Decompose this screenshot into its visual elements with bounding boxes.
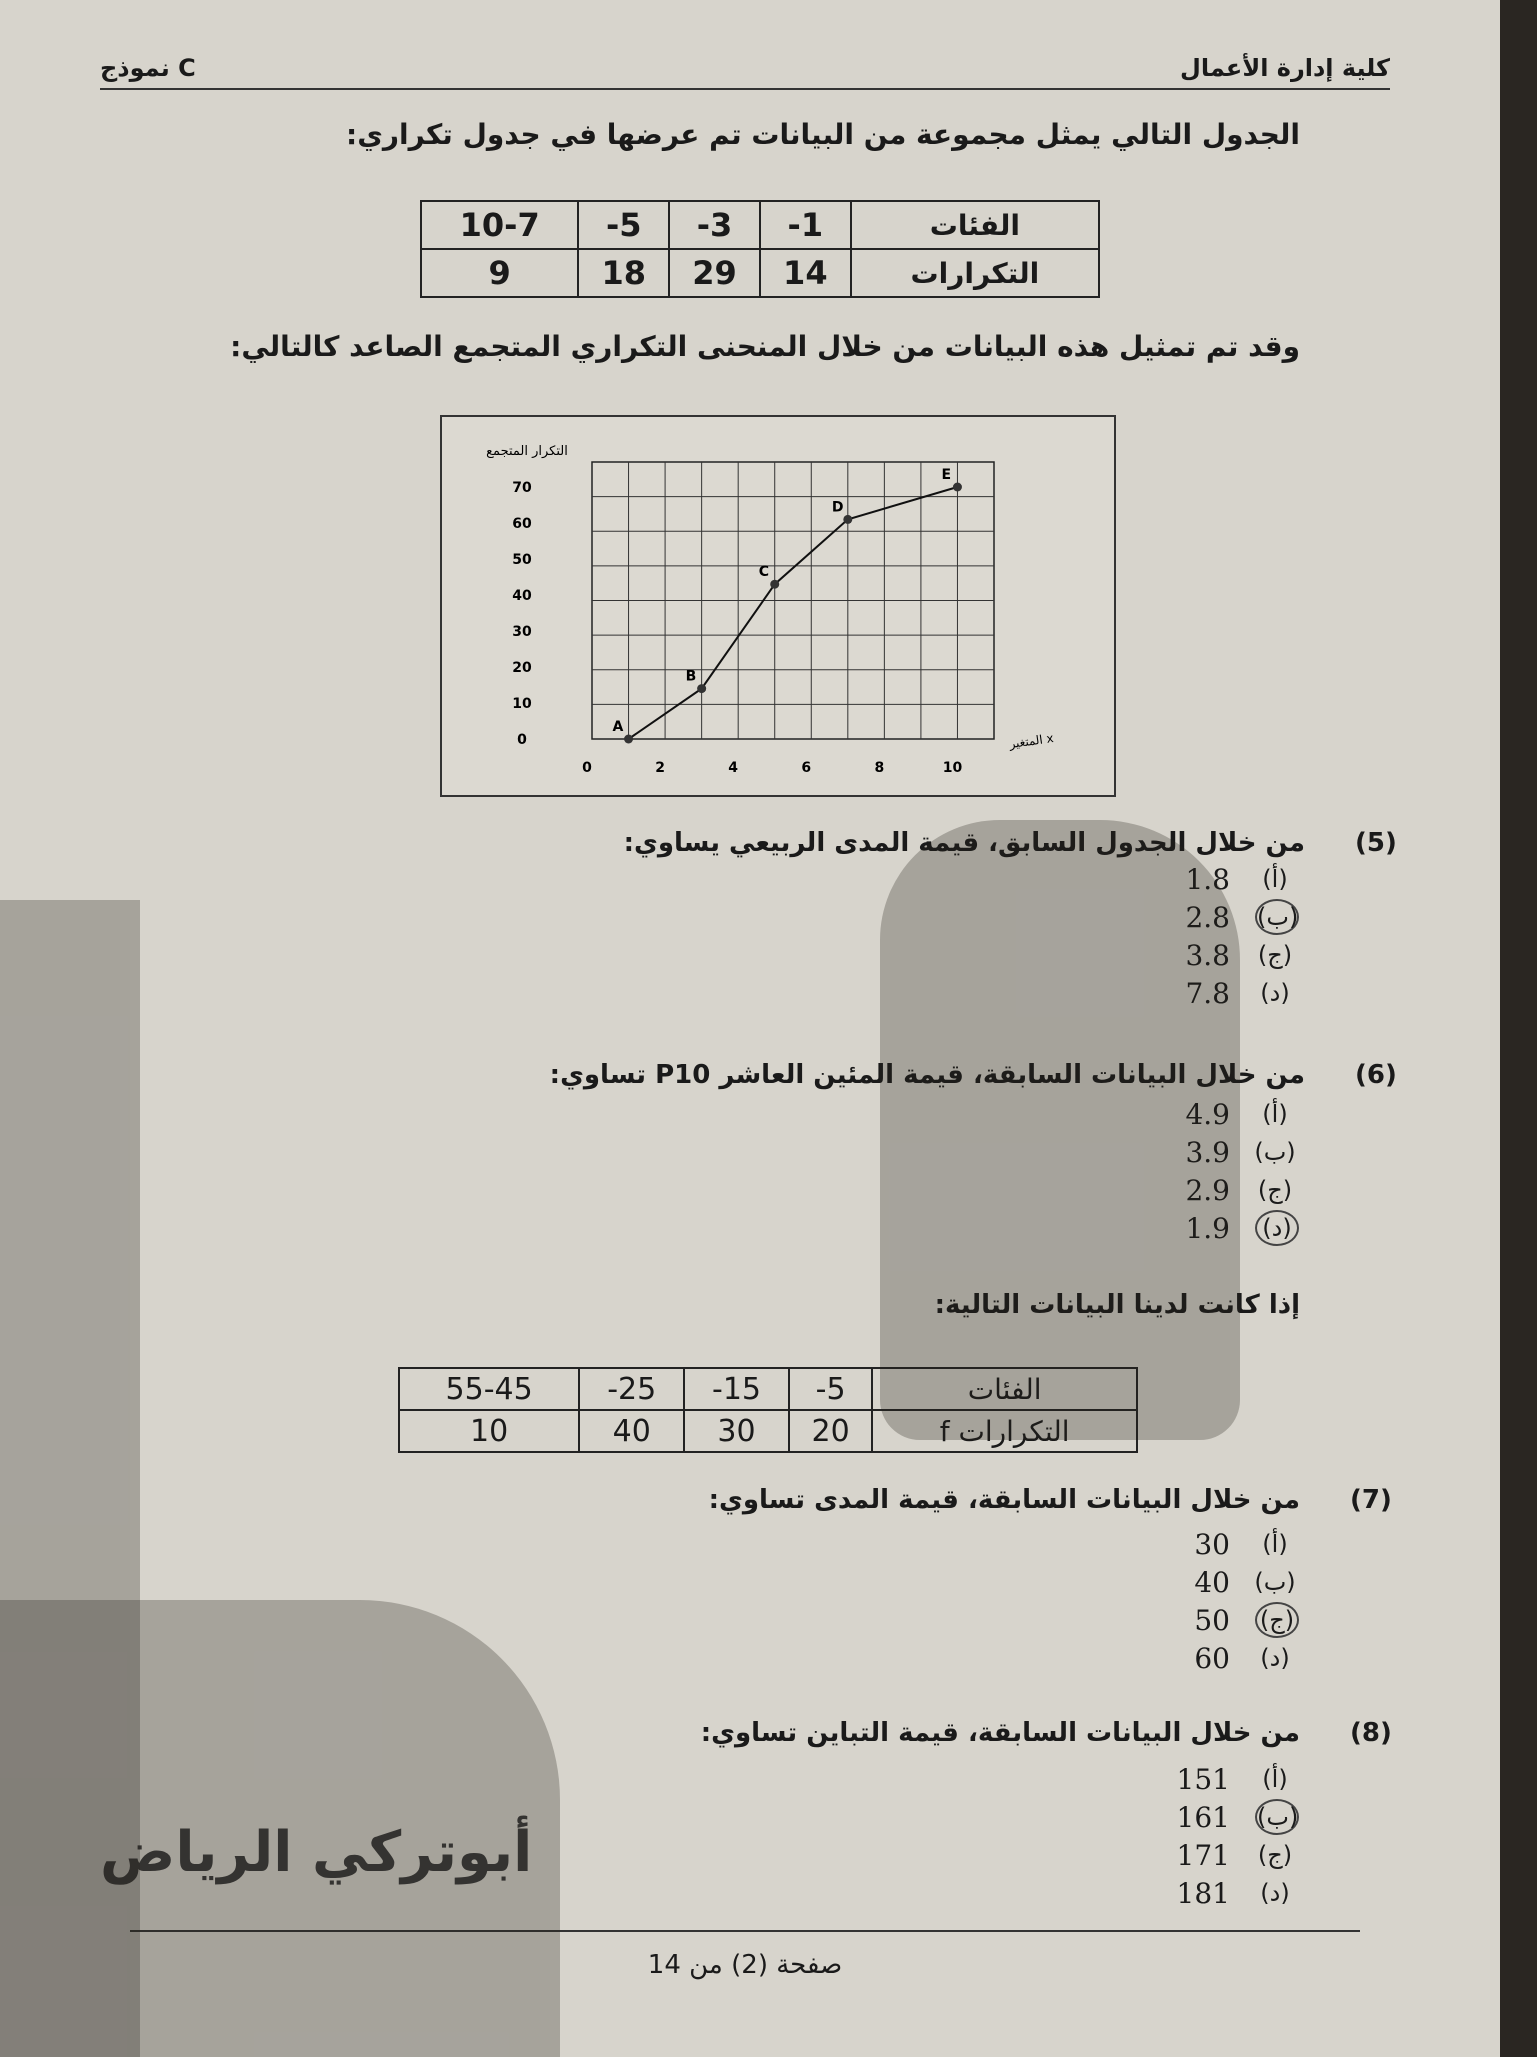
given-data-intro: إذا كانت لدينا البيانات التالية: [934,1290,1300,1320]
option-value: 171 [1176,1838,1230,1872]
model-label: نموذج C [100,54,196,82]
point-label: E [941,467,952,483]
x-tick-label: 10 [942,760,963,776]
option-value: 7.8 [1185,976,1230,1010]
table-cell: 9 [421,249,578,297]
option[interactable] [1170,1095,1300,1133]
selected-option-letter: (د) [1255,1210,1299,1246]
table-cell: 15- [684,1368,789,1410]
table-row [421,249,1099,297]
option[interactable] [1170,1836,1300,1874]
option[interactable] [1170,1525,1300,1563]
y-tick-label: 30 [512,624,532,640]
option-value: 30 [1194,1527,1230,1561]
ogive-point [953,483,962,492]
option-letter: (د) [1260,979,1290,1007]
option-value: 2.9 [1185,1173,1230,1207]
table-cell: 14 [760,249,851,297]
option-value: 151 [1176,1762,1230,1796]
page-header [100,30,1390,90]
frequency-table-1 [420,200,1100,298]
option-letter: (أ) [1262,1100,1288,1128]
option[interactable] [1170,1563,1300,1601]
selected-option-letter: (ب) [1255,899,1299,935]
ogive-point [770,580,779,589]
ogive-svg [442,417,1114,795]
option-value: 1.9 [1185,1211,1230,1245]
option-letter: (د) [1260,1644,1290,1672]
watermark: أبوتركي الرياض [100,1820,533,1885]
option-letter: (أ) [1262,865,1288,893]
y-tick-label: 50 [512,552,532,568]
option-letter: (أ) [1262,1765,1288,1793]
row-label-classes: الفئات [851,201,1099,249]
option[interactable] [1170,1133,1300,1171]
option[interactable] [1170,1639,1300,1677]
point-label: A [612,719,624,735]
option[interactable] [1170,1760,1300,1798]
table-cell: 10-7 [421,201,578,249]
option[interactable] [1170,860,1300,898]
table-cell: 18 [578,249,669,297]
x-axis-label: المتغير x [1008,731,1055,752]
option-value: 181 [1176,1876,1230,1910]
option-value: 40 [1194,1565,1230,1599]
table-cell: 5- [789,1368,872,1410]
page-footer: صفحة (2) من 14 [130,1930,1360,1980]
option[interactable] [1170,1209,1300,1247]
ogive-intro: وقد تم تمثيل هذه البيانات من خلال المنحنى التكراري المتجمع الصاعد كالتالي: [230,330,1300,363]
option-letter: (د) [1260,1879,1290,1907]
option-value: 1.8 [1185,862,1230,896]
table-cell: 3- [669,201,760,249]
frequency-table-2 [398,1367,1138,1453]
y-tick-label: 40 [512,588,532,604]
row-label-frequencies: التكرارات f [872,1410,1137,1452]
x-tick-label: 2 [655,760,665,776]
option-letter: (ج) [1257,941,1293,969]
option[interactable] [1170,1798,1300,1836]
selected-option-letter: (ب) [1255,1799,1299,1835]
option-letter: (ب) [1254,1138,1296,1166]
table-row [421,201,1099,249]
ogive-point [624,735,633,744]
x-tick-label: 6 [801,760,812,776]
point-label: D [831,499,844,516]
option-value: 3.9 [1185,1135,1230,1169]
point-label: B [685,668,697,685]
question-number: (7) [1350,1485,1392,1515]
question-options [1170,860,1300,1012]
question-text: من خلال البيانات السابقة، قيمة التباين تساوي: [700,1718,1300,1748]
table-row [399,1368,1137,1410]
y-tick-label: 60 [512,516,532,532]
question-number: (6) [1355,1060,1397,1090]
table-cell: 25- [579,1368,684,1410]
table-intro: الجدول التالي يمثل مجموعة من البيانات تم عرضها في جدول تكراري: [346,118,1300,151]
y-tick-label: 0 [517,732,527,748]
option[interactable] [1170,936,1300,974]
option-value: 4.9 [1185,1097,1230,1131]
y-tick-label: 10 [512,696,532,712]
option[interactable] [1170,974,1300,1012]
x-tick-label: 8 [874,760,885,776]
table-row [399,1410,1137,1452]
x-tick-label: 0 [582,760,592,776]
option-letter: (ج) [1257,1841,1293,1869]
table-cell: 20 [789,1410,872,1452]
option-letter: (ج) [1257,1176,1293,1204]
college-name: كلية إدارة الأعمال [1180,54,1390,82]
row-label-frequencies: التكرارات [851,249,1099,297]
option[interactable] [1170,1171,1300,1209]
question-text: من خلال البيانات السابقة، قيمة المدى تساوي: [708,1485,1300,1515]
question-options [1170,1525,1300,1677]
table-cell: 55-45 [399,1368,579,1410]
option[interactable] [1170,898,1300,936]
table-cell: 30 [684,1410,789,1452]
option-value: 2.8 [1185,900,1230,934]
row-label-classes: الفئات [872,1368,1137,1410]
table-cell: 5- [578,201,669,249]
table-cell: 40 [579,1410,684,1452]
option-letter: (أ) [1262,1530,1288,1558]
table-cell: 1- [760,201,851,249]
question-text: من خلال الجدول السابق، قيمة المدى الربيعي يساوي: [623,828,1305,858]
ogive-line [629,487,958,739]
option-letter: (ب) [1254,1568,1296,1596]
ogive-chart [440,415,1116,797]
option-value: 60 [1194,1641,1230,1675]
point-label: C [758,564,770,581]
y-tick-label: 20 [512,660,532,676]
question-text: من خلال البيانات السابقة، قيمة المئين العاشر P10 تساوي: [549,1060,1305,1090]
option[interactable] [1170,1601,1300,1639]
question-number: (5) [1355,828,1397,858]
selected-option-letter: (ج) [1255,1602,1299,1638]
option-value: 3.8 [1185,938,1230,972]
table-cell: 10 [399,1410,579,1452]
question-options [1170,1095,1300,1247]
option-value: 161 [1176,1800,1230,1834]
option[interactable] [1170,1874,1300,1912]
question-options [1170,1760,1300,1912]
ogive-point [843,515,852,524]
y-tick-label: 70 [512,480,532,496]
option-value: 50 [1194,1603,1230,1637]
question-number: (8) [1350,1718,1392,1748]
y-axis-label: التكرار المتجمع [486,444,568,459]
x-tick-label: 4 [728,760,739,776]
table-cell: 29 [669,249,760,297]
ogive-point [697,684,706,693]
